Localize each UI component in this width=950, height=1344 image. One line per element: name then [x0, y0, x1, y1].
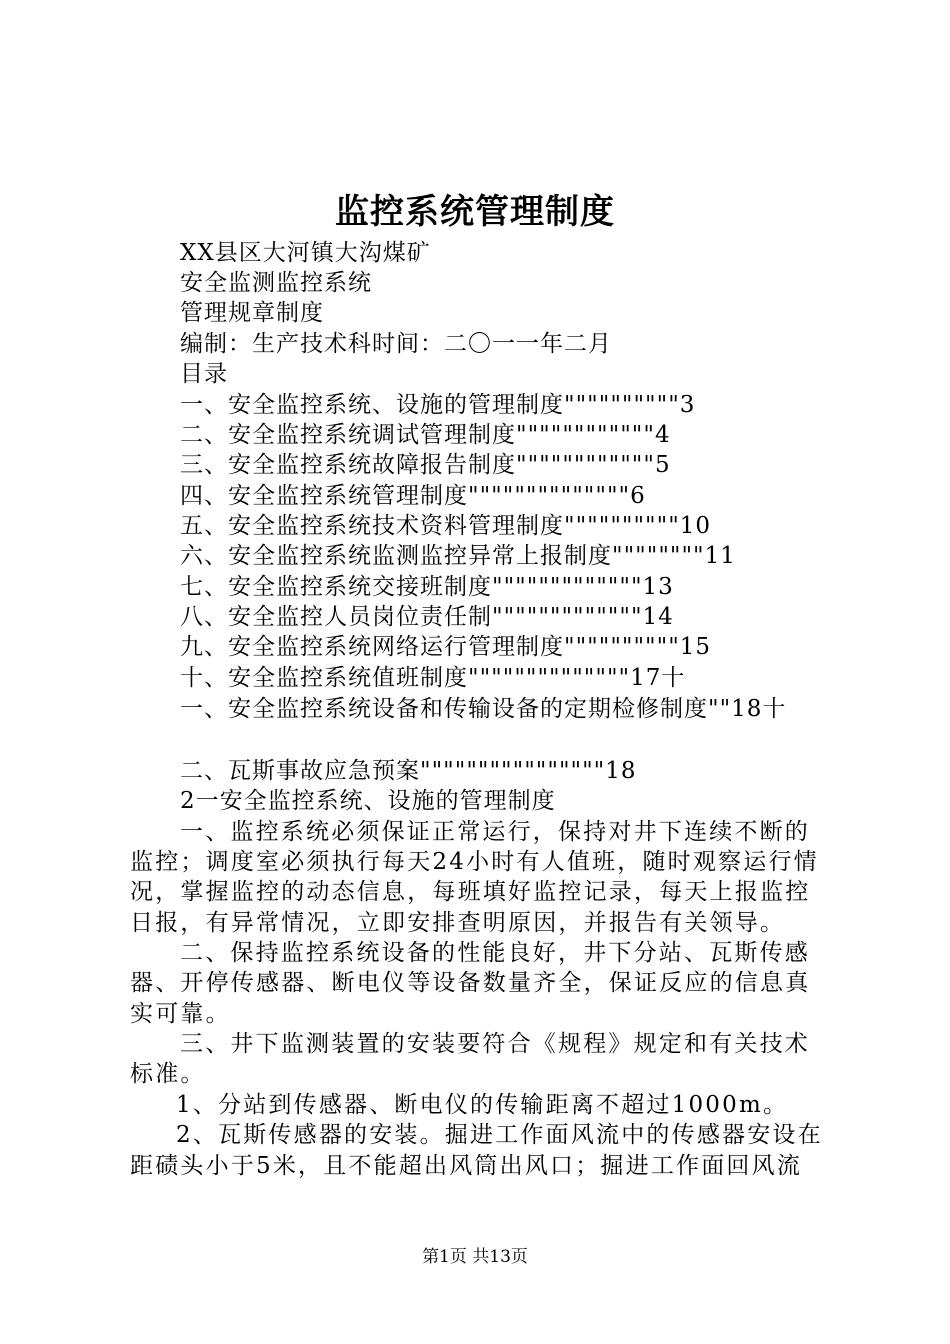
paragraph-line: 器、开停传感器、断电仪等设备数量齐全，保证反应的信息真 [130, 970, 811, 996]
paragraph-line: 三、井下监测装置的安装要符合《规程》规定和有关技术 [180, 1031, 810, 1057]
toc-item: 一、安全监控系统设备和传输设备的定期检修制度""18十 [180, 696, 787, 722]
paragraph-line: 实可靠。 [130, 1001, 231, 1027]
doc-subtitle: 管理规章制度 [180, 300, 324, 326]
paragraph-line: 2、瓦斯传感器的安装。掘进工作面风流中的传感器安设在 [176, 1122, 823, 1148]
paragraph-line: 一、监控系统必须保证正常运行，保持对井下连续不断的 [180, 819, 810, 845]
toc-item: 八、安全监控人员岗位责任制"""""""""""""14 [180, 604, 674, 630]
system-name: 安全监测监控系统 [180, 270, 372, 296]
page-title: 监控系统管理制度 [335, 192, 615, 232]
paragraph-line: 日报，有异常情况，立即安排查明原因，并报告有关领导。 [130, 910, 786, 936]
toc-item: 四、安全监控系统管理制度""""""""""""""6 [180, 483, 646, 509]
paragraph-line: 监控；调度室必须执行每天24小时有人值班，随时观察运行情 [130, 849, 819, 875]
paragraph-line: 标准。 [130, 1061, 206, 1087]
section-heading: 2一安全监控系统、设施的管理制度 [180, 788, 556, 814]
paragraph-line: 况，掌握监控的动态信息，每班填好监控记录，每天上报监控 [130, 879, 811, 905]
toc-item: 九、安全监控系统网络运行管理制度""""""""""15 [180, 634, 712, 660]
page-footer: 第1页 共13页 [422, 1247, 528, 1267]
toc-item: 一、安全监控系统、设施的管理制度""""""""""3 [180, 392, 696, 418]
toc-item: 六、安全监控系统监测监控异常上报制度""""""""11 [180, 543, 736, 569]
toc-heading: 目录 [180, 361, 228, 387]
toc-item: 二、安全监控系统调试管理制度""""""""""""4 [180, 422, 671, 448]
toc-item: 二、瓦斯事故应急预案""""""""""""""""18 [180, 758, 637, 784]
mine-name: XX县区大河镇大沟煤矿 [180, 240, 431, 266]
toc-item: 七、安全监控系统交接班制度"""""""""""""13 [180, 574, 674, 600]
toc-item: 三、安全监控系统故障报告制度""""""""""""5 [180, 452, 671, 478]
paragraph-line: 1、分站到传感器、断电仪的传输距离不超过1000m。 [176, 1092, 789, 1118]
toc-item: 五、安全监控系统技术资料管理制度""""""""""10 [180, 513, 712, 539]
toc-item: 十、安全监控系统值班制度""""""""""""""17十 [180, 665, 686, 691]
compiler-line: 编制：生产技术科时间：二〇一一年二月 [180, 331, 612, 357]
paragraph-line: 距碛头小于5米，且不能超出风筒出风口；掘进工作面回风流 [130, 1153, 803, 1179]
paragraph-line: 二、保持监控系统设备的性能良好，井下分站、瓦斯传感 [180, 940, 810, 966]
